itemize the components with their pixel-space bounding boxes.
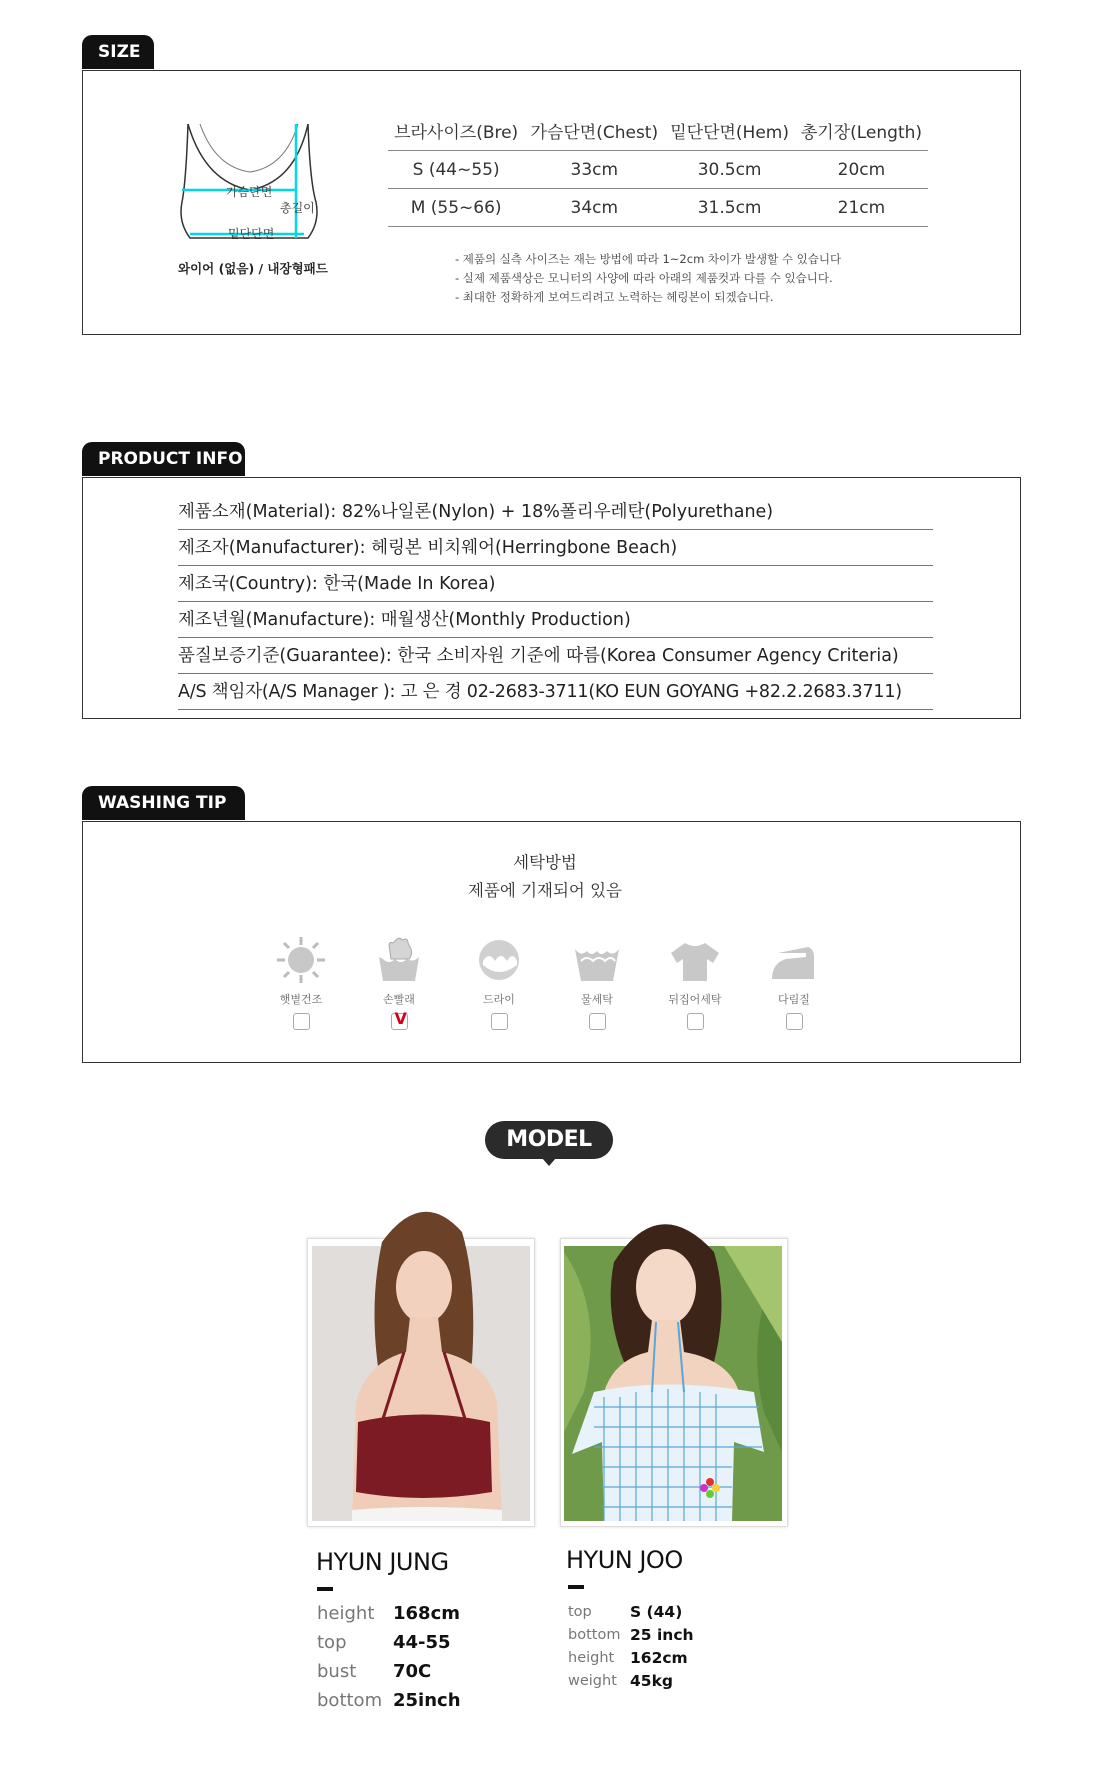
size-cell: 31.5cm <box>664 189 795 227</box>
product-info-row <box>178 602 933 638</box>
size-header-cell: 밑단단면(Hem) <box>664 110 795 151</box>
model-stat-value: 168cm <box>393 1603 460 1624</box>
size-cell: M (55~66) <box>388 189 524 227</box>
iron-icon <box>768 935 820 985</box>
model-stat-value: 44-55 <box>393 1632 451 1653</box>
wash-item-iron <box>759 935 829 1030</box>
wash-item-sun-dry <box>266 935 336 1030</box>
wash-checkbox-checked <box>391 1009 408 1030</box>
water-wash-icon <box>571 935 623 985</box>
model-stat-key: top <box>568 1604 592 1620</box>
wash-item-inside-out <box>660 935 730 1030</box>
table-row <box>388 189 928 227</box>
size-cell: 33cm <box>524 151 664 189</box>
product-info-label: 제품소재(Material): <box>178 502 337 522</box>
size-header-cell: 가슴단면(Chest) <box>524 110 664 151</box>
wash-label: 다림질 <box>778 993 810 1006</box>
size-table-header <box>388 110 928 151</box>
wash-item-hand-wash <box>364 935 434 1030</box>
hand-wash-icon <box>373 935 425 985</box>
wash-label: 햇볕건조 <box>279 993 323 1006</box>
model-stat-key: height <box>568 1650 615 1666</box>
product-info-value: 한국(Made In Korea) <box>317 574 496 594</box>
model-photo-hyun-joo <box>564 1192 782 1521</box>
size-cell: 20cm <box>795 151 928 189</box>
product-info-row <box>178 530 933 566</box>
model-stat-value: 25 inch <box>630 1626 694 1644</box>
product-info-label: A/S 책임자(A/S Manager ): <box>178 682 396 702</box>
model-stat-key: bottom <box>317 1690 383 1711</box>
model-name: HYUN JUNG <box>316 1548 449 1576</box>
washing-subtitle: 제품에 기재되어 있음 <box>468 881 622 900</box>
product-info-value: 매월생산(Monthly Production) <box>375 610 631 630</box>
model-stat-value: 45kg <box>630 1672 673 1690</box>
sun-icon <box>275 935 327 985</box>
wash-item-dry-clean <box>464 935 534 1030</box>
size-cell: 34cm <box>524 189 664 227</box>
model-stat-key: bottom <box>568 1627 621 1643</box>
model-stat-value: 25inch <box>393 1690 461 1711</box>
size-notes <box>455 250 841 307</box>
size-note: - 최대한 정확하게 보여드리려고 노력하는 헤링본이 되겠습니다. <box>455 290 774 304</box>
model-photo-hyun-jung <box>312 1192 530 1521</box>
product-info-value: 한국 소비자원 기준에 따름(Korea Consumer Agency Criteria) <box>391 646 899 666</box>
length-label: 총길이 <box>280 201 315 215</box>
wash-label: 드라이 <box>483 993 515 1006</box>
product-info-row <box>178 494 933 530</box>
product-info-row <box>178 566 933 602</box>
product-info-value: 82%나일론(Nylon) + 18%폴리우레탄(Polyurethane) <box>336 502 774 522</box>
dry-clean-icon <box>473 935 525 985</box>
model-stat-key: height <box>317 1603 375 1624</box>
wash-checkbox <box>293 1013 310 1030</box>
size-header-cell: 총기장(Length) <box>795 110 928 151</box>
model-name: HYUN JOO <box>566 1546 683 1574</box>
wash-checkbox <box>491 1013 508 1030</box>
diagram-caption: 와이어 (없음) / 내장형패드 <box>178 261 328 276</box>
wash-checkbox <box>687 1013 704 1030</box>
wash-label: 물세탁 <box>581 993 613 1006</box>
size-cell: 21cm <box>795 189 928 227</box>
model-stat-value: 162cm <box>630 1649 688 1667</box>
model-stat-value: 70C <box>393 1661 432 1682</box>
size-note: - 제품의 실측 사이즈는 재는 방법에 따라 1~2cm 차이가 발생할 수 있습니다 <box>455 252 842 266</box>
chest-label: 가슴단면 <box>226 185 273 199</box>
badge-pointer <box>542 1158 556 1166</box>
shirt-inside-out-icon <box>669 935 721 985</box>
product-info-value: 헤링본 비치웨어(Herringbone Beach) <box>365 538 678 558</box>
model-stat-key: weight <box>568 1673 617 1689</box>
name-underline <box>568 1585 584 1589</box>
washing-title: 세탁방법 <box>513 853 577 872</box>
product-info-row <box>178 674 933 710</box>
wash-label: 뒤집어세탁 <box>668 993 722 1006</box>
size-header-cell: 브라사이즈(Bre) <box>388 110 524 151</box>
wash-checkbox <box>589 1013 606 1030</box>
name-underline <box>317 1587 333 1591</box>
table-row <box>388 151 928 189</box>
model-badge: MODEL <box>485 1121 613 1159</box>
size-cell: S (44~55) <box>388 151 524 189</box>
washing-tip-tab: WASHING TIP <box>82 786 245 820</box>
model-stat-value: S (44) <box>630 1603 683 1621</box>
size-tab: SIZE <box>82 35 154 69</box>
product-info-label: 제조국(Country): <box>178 574 318 594</box>
product-info-label: 제조년월(Manufacture): <box>178 610 376 630</box>
product-info-row <box>178 638 933 674</box>
wash-item-water-wash <box>562 935 632 1030</box>
product-info-label: 제조자(Manufacturer): <box>178 538 366 558</box>
product-info-tab: PRODUCT INFO <box>82 442 245 476</box>
size-note: - 실제 제품색상은 모니터의 사양에 따라 아래의 제품컷과 다를 수 있습니다. <box>455 271 833 285</box>
model-stat-key: top <box>317 1632 347 1653</box>
check-mark: V <box>394 1009 407 1028</box>
wash-checkbox <box>786 1013 803 1030</box>
model-stat-key: bust <box>317 1661 357 1682</box>
hem-label: 밑단단면 <box>228 227 275 241</box>
size-table <box>388 110 928 227</box>
product-info-value: 고 은 경 02-2683-3711(KO EUN GOYANG +82.2.2683.3711) <box>395 682 902 702</box>
wash-label: 손빨래 <box>383 993 415 1006</box>
product-info-label: 품질보증기준(Guarantee): <box>178 646 392 666</box>
size-cell: 30.5cm <box>664 151 795 189</box>
